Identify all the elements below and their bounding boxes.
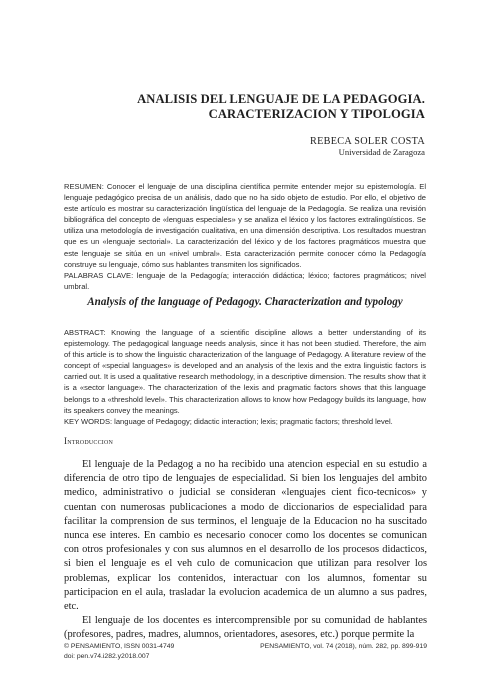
- body-paragraph-2: El lenguaje de los docentes es intercomprensible por su comunidad de hablantes (profesores, padres, madres, alumnos, orientadores, asesores, etc.) porque permite la: [64, 615, 427, 641]
- author-affiliation: Universidad de Zaragoza: [338, 147, 425, 157]
- body-paragraph-1: El lenguaje de la Pedagog a no ha recibido una atencion especial en su estudio a diferencia de otro tipo de lenguajes de especialidad. Si bien los lenguajes del ambito medico, administrativo o judicial se consideran «lenguajes cient fico-tecnicos» y cuentan con numerosas publicaciones a modo de diccionarios de especialidad para facilitar la comprension de sus terminos, el lenguaje de la Educacion no ha suscitado nunca ese interes. En cambio es necesario conocer como los docentes se comunican con otros profesionales y con sus alumnos en el desarrollo de los procesos didacticos, si bien el lenguaje es el veh culo de comunicacion que utilizan para resolver los problemas, explicar los contenidos, interactuar con los alumnos, fomentar su participacion en el aula, trasladar la evolucion academica de un alumno a sus padres, etc.: [64, 459, 427, 613]
- abstract-spanish-text: RESUMEN: Conocer el lenguaje de una disciplina científica permite entender mejor su epistemología. El lenguaje pedagógico precisa de un análisis, dado que no ha sido objeto de estudio. Por ello, el objetivo de este artículo es mostrar su caracterización lingüística del lenguaje de la Pedagogía. Se realiza una revisión bibliográfica del concepto de «lenguas especiales» y se analiza el léxico y los factores extralingüísticos. Se utiliza una metodología de investigación cualitativa, en una dimensión descriptiva. Los resultados muestran que es un «lenguaje sectorial». La caracterización del léxico y de los factores pragmáticos muestra que este lenguaje se sitúa en un «nivel umbral». Esta caracterización permite conocer cómo la Pedagogía construye su lenguaje, cómo sus hablantes transmiten los significados.: [64, 182, 426, 269]
- abstract-english-text: ABSTRACT: Knowing the language of a scientific discipline allows a better understanding of its epistemology. The pedagogical language needs analysis, since it has not been studied. Therefore, the aim of this article is to show the linguistic characterization of the language of Pedagogy. A literature review of the concept of «special languages» is developed and an analysis of the lexis and the extra linguistic factors is carried out. It is used a qualitative research methodology, in a descriptive dimension. The results show that it is a «sector language». The characterization of the lexis and pragmatic factors shows that this language belongs to a «threshold level». This characterization allows to know how Pedagogy builds its language, how its speakers convey the meanings.: [64, 328, 426, 415]
- footer-citation: PENSAMIENTO, vol. 74 (2018), núm. 282, pp. 899-919: [260, 643, 427, 650]
- body-text: [64, 458, 427, 643]
- keywords-spanish: PALABRAS CLAVE: lenguaje de la Pedagogía; interacción didáctica; léxico; factores pragmáticos; nivel umbral.: [64, 270, 426, 291]
- author-name: REBECA SOLER COSTA: [310, 136, 425, 147]
- abstract-spanish: [64, 181, 426, 292]
- english-title: Analysis of the language of Pedagogy. Characterization and typology: [87, 296, 403, 308]
- title-line-1: ANALISIS DEL LENGUAJE DE LA PEDAGOGIA.: [137, 92, 425, 106]
- keywords-english: KEY WORDS: language of Pedagogy; didactic interaction; lexis; pragmatic factors; threshold level.: [64, 416, 393, 426]
- title-line-2: CARACTERIZACION Y TIPOLOGIA: [208, 107, 425, 121]
- section-heading: Introduccion: [64, 436, 114, 446]
- footer-copyright: © PENSAMIENTO, ISSN 0031-4749: [64, 643, 175, 650]
- abstract-english: [64, 327, 426, 427]
- footer-doi: doi: pen.v74.i282.y2018.007: [64, 652, 150, 660]
- article-title: [45, 92, 425, 122]
